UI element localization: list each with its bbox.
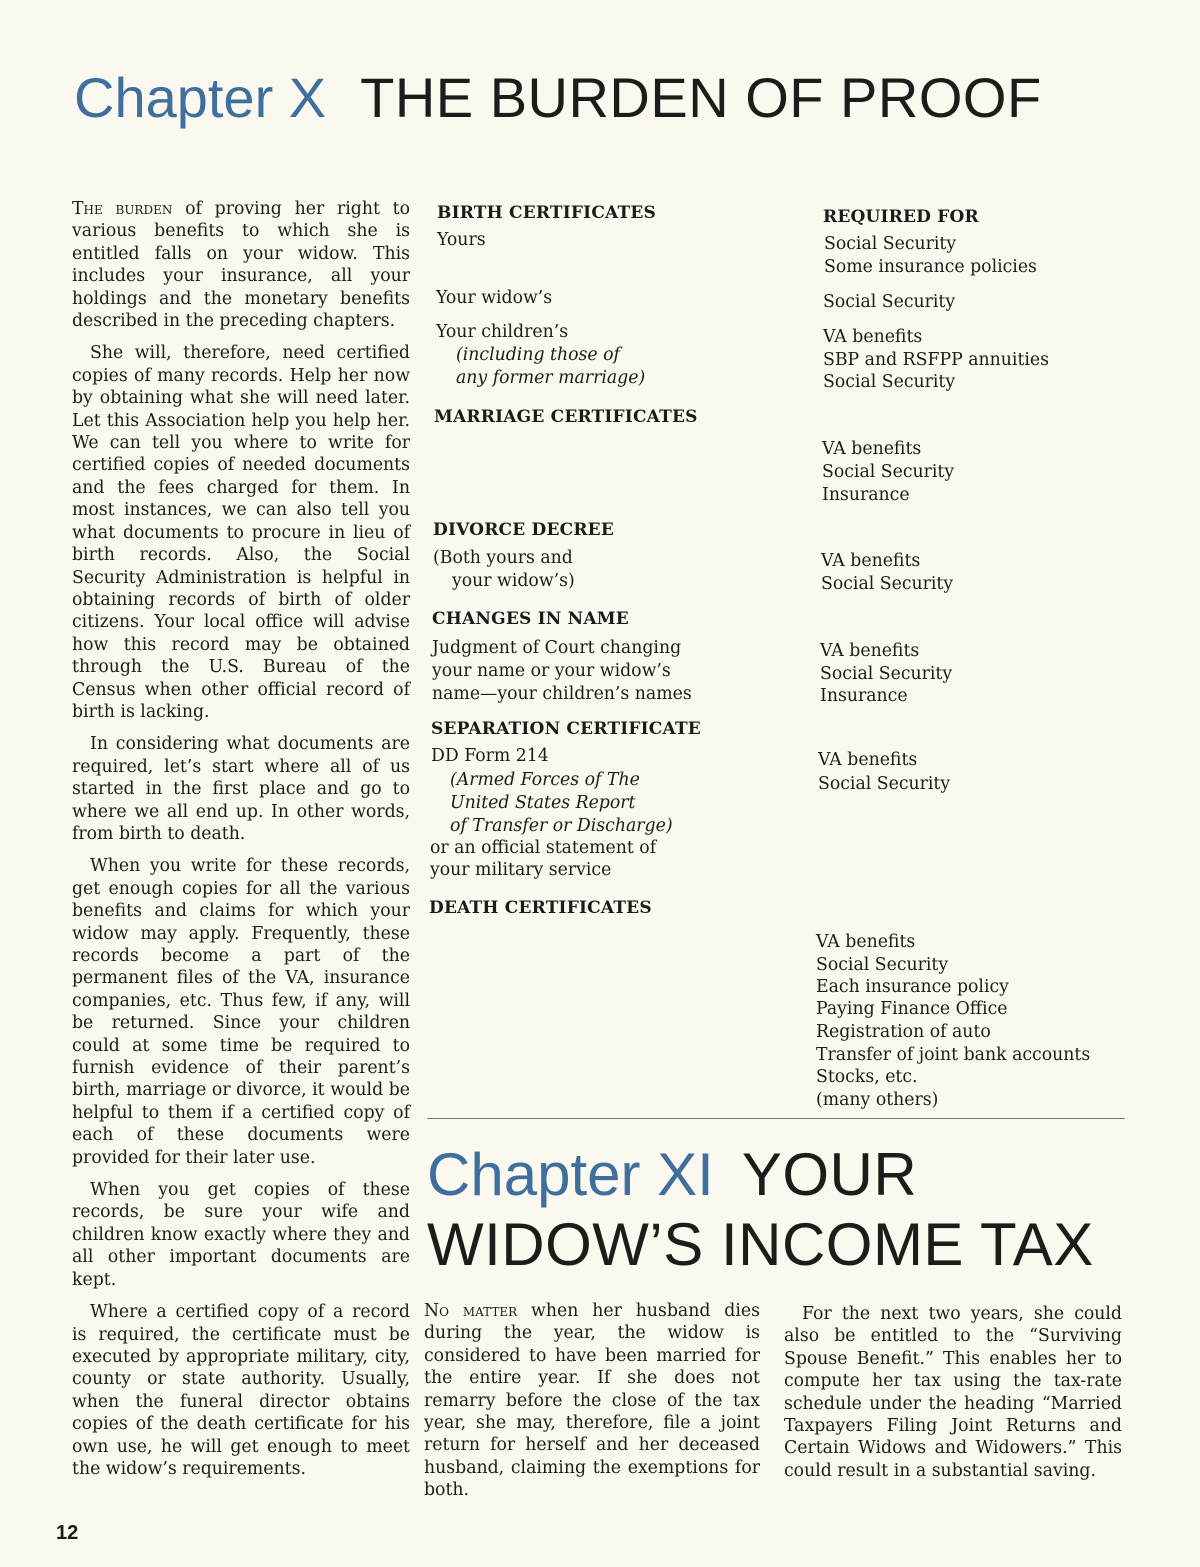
birth-children-note: (including those of [456, 345, 620, 365]
req-item: VA benefits [818, 750, 918, 770]
req-item: Social Security [823, 372, 956, 392]
separation-heading: SEPARATION CERTIFICATE [431, 719, 701, 739]
separation-line: of Transfer or Discharge) [450, 816, 673, 836]
chapter-10-label: Chapter X [74, 66, 327, 129]
section-divider [427, 1118, 1125, 1119]
paragraph: No matter when her husband dies during the year, the widow is considered to have been married for the entire year. If she does not remarry before the close of the tax year, she may, therefore, file a joint return for herself and her deceased husband, claiming the exemptions for both. [424, 1301, 760, 1501]
req-item: Paying Finance Office [816, 999, 1008, 1019]
death-heading: DEATH CERTIFICATES [429, 898, 652, 918]
marriage-heading: MARRIAGE CERTIFICATES [434, 407, 698, 427]
req-item: Insurance [822, 485, 910, 505]
required-for-header: REQUIRED FOR [823, 207, 979, 227]
separation-line: or an official statement of [430, 838, 657, 858]
req-item: Insurance [820, 686, 908, 706]
name-change-line: name—your children’s names [432, 684, 692, 704]
req-item: VA benefits [816, 932, 916, 952]
divorce-heading: DIVORCE DECREE [433, 520, 615, 540]
separation-line: (Armed Forces of The [450, 770, 640, 790]
separation-line: DD Form 214 [431, 746, 549, 766]
intro-smallcaps: No matter [424, 1301, 518, 1321]
chapter-11-label: Chapter XI [427, 1141, 714, 1208]
req-item: Social Security [818, 774, 951, 794]
name-change-line: your name or your widow’s [432, 661, 671, 681]
req-item: Some insurance policies [824, 257, 1037, 277]
req-item: VA benefits [822, 439, 922, 459]
req-item: VA benefits [821, 551, 921, 571]
chapter-11-heading [427, 1140, 1147, 1280]
req-item: (many others) [816, 1090, 939, 1110]
req-item: Transfer of joint bank accounts [816, 1045, 1091, 1065]
req-item: Social Security [816, 955, 949, 975]
chapter-10-title: THE BURDEN OF PROOF [360, 66, 1042, 129]
separation-line: your military service [430, 860, 612, 880]
chapter-11-body-col1 [424, 1300, 760, 1512]
req-item: Social Security [822, 462, 955, 482]
paragraph: For the next two years, she could also be entitled to the “Surviving Spouse Benefit.” This enables her to compute her tax using the tax-rate schedule under the heading “Married Taxpayers Filing Joint Returns and Certain Widows and Widowers.” This could result in a substantial saving. [784, 1304, 1122, 1481]
paragraph: In considering what documents are required, let’s start where all of us started in the first place and go to where we all end up. In other words, from birth to death. [72, 734, 410, 844]
req-item: Stocks, etc. [816, 1067, 918, 1087]
paragraph: When you write for these records, get enough copies for all the various benefits and claims for which your widow may apply. Frequently, these records become a part of the permanent files of the VA, insurance companies, etc. Thus few, if any, will be returned. Since your children could at some time be required to furnish evidence of their parent’s birth, marriage or divorce, it would be helpful to them if a certified copy of each of these documents were provided for their later use. [72, 856, 410, 1168]
paragraph: She will, therefore, need certified copies of many records. Help her now by obtaining what she will need later. Let this Association help you help her. We can tell you where to write for certified copies of needed documents and the fees charged for them. In most instances, we can also tell you what documents to procure in lieu of birth records. Also, the Social Security Administration is helpful in obtaining records of birth of older citizens. Your local office will advise how this record may be obtained through the U.S. Bureau of the Census when other official record of birth is lacking. [72, 343, 410, 722]
req-item: Social Security [820, 664, 953, 684]
req-item: Social Security [821, 574, 954, 594]
req-item: VA benefits [823, 327, 923, 347]
divorce-line: your widow’s) [452, 571, 575, 591]
birth-heading: BIRTH CERTIFICATES [437, 203, 656, 223]
req-item: VA benefits [820, 641, 920, 661]
chapter-10-heading [74, 66, 1042, 130]
birth-children-note: any former marriage) [456, 368, 646, 388]
name-change-line: Judgment of Court changing [432, 638, 682, 658]
name-change-heading: CHANGES IN NAME [432, 609, 629, 629]
req-item: Each insurance policy [816, 977, 1009, 997]
paragraph: Where a certified copy of a record is required, the certificate must be executed by appropriate military, city, county or state authority. Usually, when the funeral director obtains copies of the death certificate for his own use, he will get enough to meet the widow’s requirements. [72, 1302, 410, 1479]
req-item: Registration of auto [816, 1022, 991, 1042]
page-number: 12 [56, 1522, 79, 1544]
chapter-10-body [72, 198, 410, 1490]
divorce-line: (Both yours and [433, 548, 573, 568]
birth-children: Your children’s [436, 322, 569, 342]
req-item: SBP and RSFPP annuities [823, 350, 1050, 370]
chapter-11-body-col2 [784, 1303, 1122, 1492]
separation-line: United States Report [450, 793, 636, 813]
birth-widow: Your widow’s [436, 288, 553, 308]
chapter-11-title: YOUR WIDOW’S INCOME TAX [427, 1141, 1094, 1278]
birth-yours: Yours [437, 230, 486, 250]
req-item: Social Security [823, 292, 956, 312]
paragraph: When you get copies of these records, be sure your wife and children know exactly where they and all other important documents are kept. [72, 1180, 410, 1290]
req-item: Social Security [824, 234, 957, 254]
paragraph: The burden of proving her right to various benefits to which she is entitled falls on your widow. This includes your insurance, all your holdings and the monetary benefits described in the preceding chapters. [72, 199, 411, 332]
intro-smallcaps: The burden [72, 199, 173, 219]
